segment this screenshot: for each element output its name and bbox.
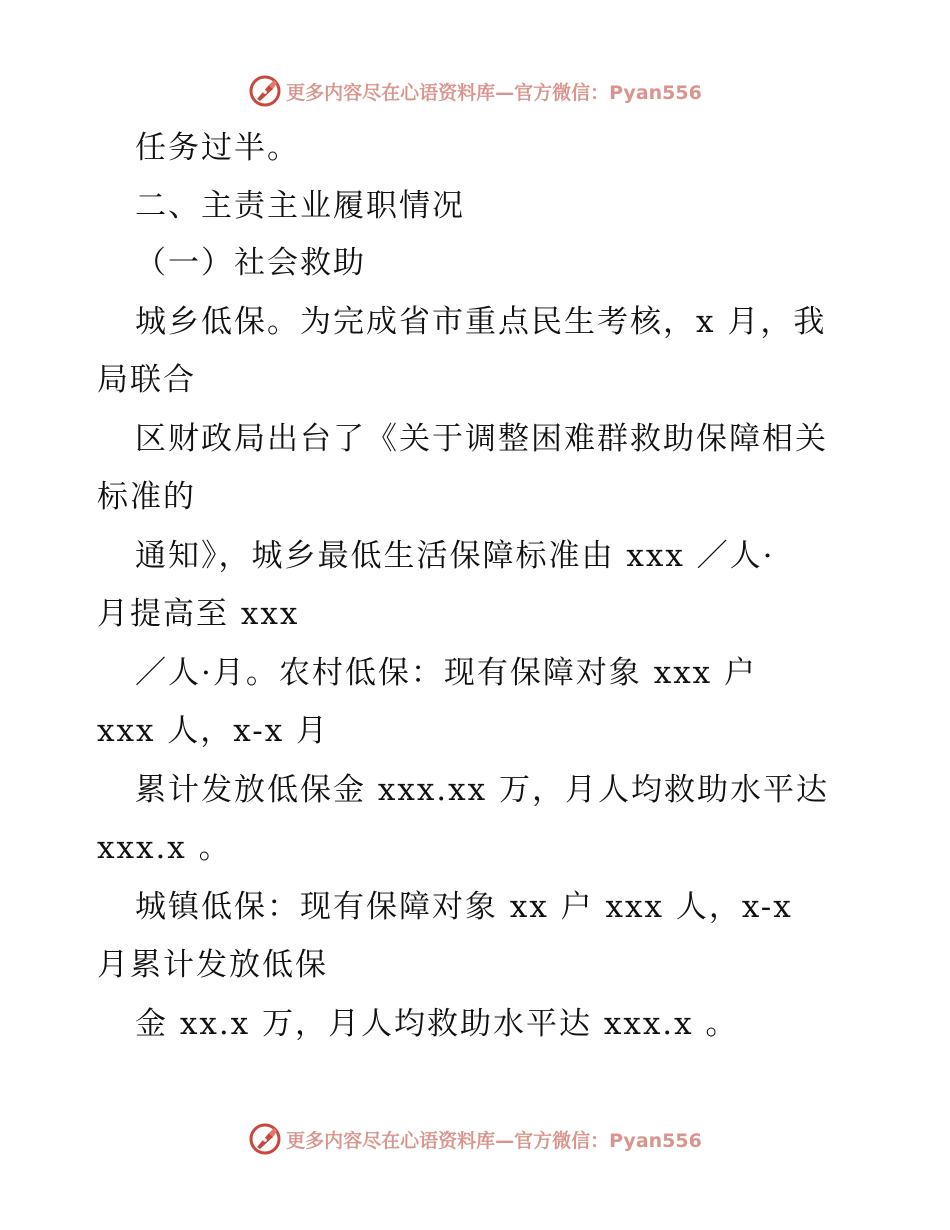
section-heading: 二、主责主业履职情况 xyxy=(135,188,465,224)
paragraph-line: 城镇低保：现有保障对象 xx 户 xxx 人，x-x xyxy=(135,889,793,925)
paragraph-line: 通知》，城乡最低生活保障标准由 xxx ／人· xyxy=(135,538,775,574)
watermark-text: 更多内容尽在心语资料库—官方微信：Pyan556 xyxy=(286,1129,702,1152)
paragraph-line: ／人·月。农村低保：现有保障对象 xxx 户 xyxy=(135,655,758,691)
paragraph-line: 月提高至 xxx xyxy=(97,596,300,632)
paragraph-line: 标准的 xyxy=(97,479,196,515)
paragraph-line: 月累计发放低保 xyxy=(97,947,328,983)
subsection-heading: （一）社会救助 xyxy=(135,245,366,281)
pen-nib-logo-icon xyxy=(248,74,282,108)
paragraph-line: 累计发放低保金 xxx.xx 万，月人均救助水平达 xyxy=(135,772,829,808)
pen-nib-logo-icon xyxy=(248,1122,282,1156)
paragraph-line: 任务过半。 xyxy=(135,130,300,166)
paragraph-line: xxx.x 。 xyxy=(97,830,232,866)
footer-watermark xyxy=(0,1119,950,1159)
paragraph-line: 区财政局出台了《关于调整困难群救助保障相关 xyxy=(135,421,828,457)
header-watermark xyxy=(0,71,950,111)
paragraph-line: 城乡低保。为完成省市重点民生考核，x 月，我 xyxy=(135,304,827,340)
paragraph-line: 金 xx.x 万，月人均救助水平达 xxx.x 。 xyxy=(135,1006,739,1042)
paragraph-line: 局联合 xyxy=(97,362,196,398)
paragraph-line: xxx 人，x-x 月 xyxy=(97,713,330,749)
watermark-text: 更多内容尽在心语资料库—官方微信：Pyan556 xyxy=(286,81,702,104)
